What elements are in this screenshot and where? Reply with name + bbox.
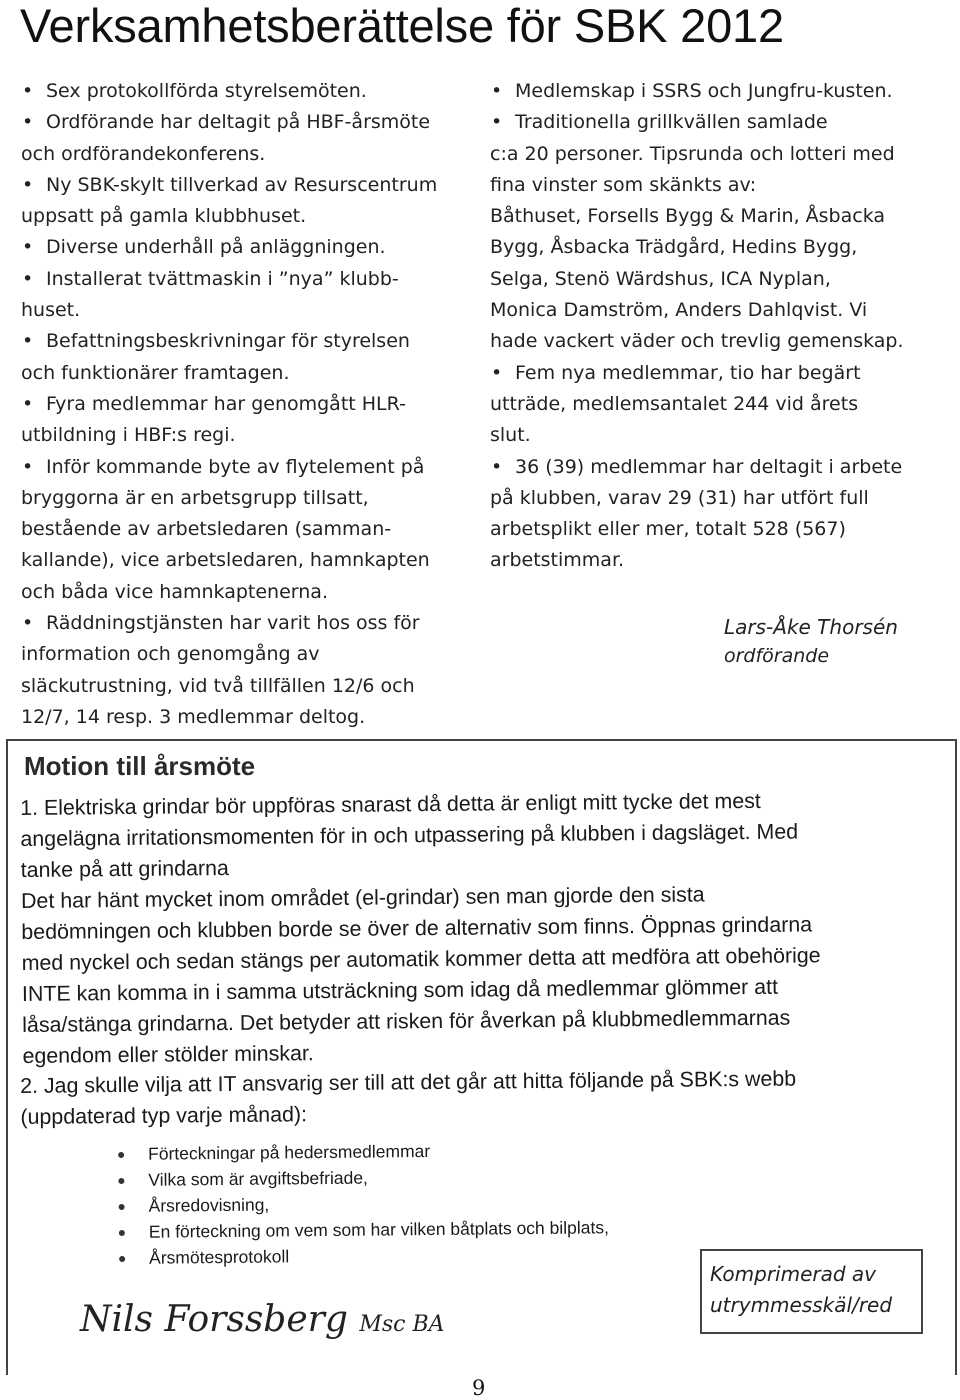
line-text: Fyra medlemmar har genomgått HLR- — [46, 392, 406, 415]
bullet-icon: • — [22, 330, 34, 353]
line-text: och ordförandekonferens. — [21, 142, 266, 165]
motion-line: Det har hänt mycket inom området (el-grindar) sen man gjorde den sista — [20, 882, 705, 913]
text-line — [490, 514, 952, 545]
bullet-icon: • — [22, 236, 34, 259]
text-line — [490, 358, 952, 389]
line-text: uppsatt på gamla klubbhuset. — [21, 205, 307, 228]
signature — [724, 612, 898, 670]
bullet-icon: • — [491, 80, 503, 102]
text-line — [21, 201, 479, 232]
text-line — [21, 452, 479, 483]
list-item — [119, 1240, 609, 1271]
list-item-text: Vilka som är avgiftsbefriade, — [148, 1167, 368, 1190]
bullet-dot-icon — [119, 1230, 125, 1236]
line-text: Traditionella grillkvällen samlade — [515, 111, 828, 134]
line-text: arbetsplikt eller mer, totalt 528 (567) — [490, 518, 846, 541]
bullet-icon: • — [22, 455, 34, 478]
text-line — [21, 139, 479, 170]
line-text: Båthuset, Forsells Bygg & Marin, Åsbacka — [490, 205, 886, 228]
line-text: arbetstimmar. — [490, 549, 625, 572]
right-column — [490, 76, 952, 577]
bullet-dot-icon — [119, 1204, 125, 1210]
motion-line: egendom eller stölder minskar. — [22, 1041, 314, 1068]
motion-line: tanke på att grindarna — [20, 855, 229, 882]
line-text: bestående av arbetsledaren (samman- — [21, 518, 392, 541]
bullet-icon: • — [22, 612, 34, 635]
bullet-dot-icon — [118, 1152, 124, 1158]
motion-paragraph-2 — [20, 1062, 946, 1133]
editor-note-line-1: Komprimerad av — [710, 1262, 877, 1286]
motion-line: angelägna irritationsmomenten för in och utpassering på klubben i dagsläget. Med — [20, 819, 799, 851]
author-degree: Msc BA — [359, 1312, 445, 1337]
motion-line: 2. Jag skulle vilja att IT ansvarig ser till att det går att hitta följande på SBK:s webb — [20, 1066, 797, 1098]
text-line — [21, 514, 479, 545]
text-line — [21, 358, 479, 389]
text-line — [490, 389, 952, 420]
line-text: utträde, medlemsantalet 244 vid årets — [490, 392, 859, 415]
text-line — [490, 420, 952, 451]
text-line — [21, 232, 479, 263]
line-text: huset. — [21, 299, 81, 322]
line-text: kallande), vice arbetsledaren, hamnkapten — [21, 549, 430, 572]
line-text: fina vinster som skänkts av: — [490, 173, 757, 196]
text-line — [21, 326, 479, 357]
text-line — [21, 608, 479, 639]
line-text: Fem nya medlemmar, tio har begärt — [515, 361, 861, 384]
line-text: information och genomgång av — [21, 643, 320, 666]
motion-paragraph-1 — [20, 784, 948, 1072]
left-column — [21, 76, 479, 733]
motion-author-signature — [80, 1299, 445, 1340]
bullet-icon: • — [491, 455, 503, 478]
list-item-text: Årsmötesprotokoll — [149, 1246, 290, 1268]
text-line — [21, 389, 479, 420]
text-line — [21, 420, 479, 451]
line-text: Befattningsbeskrivningar för styrelsen — [46, 330, 410, 353]
text-line — [490, 326, 952, 357]
text-line — [490, 264, 952, 295]
text-line — [490, 295, 952, 326]
list-item-text: En förteckning om vem som har vilken båtplats och bilplats, — [148, 1217, 610, 1242]
line-text: c:a 20 personer. Tipsrunda och lotteri med — [490, 142, 895, 165]
line-text: Installerat tvättmaskin i ”nya” klubb- — [46, 267, 399, 290]
line-text: på klubben, varav 29 (31) har utfört full — [490, 486, 869, 509]
text-line — [490, 483, 952, 514]
bullet-icon: • — [22, 173, 34, 196]
line-text: Ordförande har deltagit på HBF-årsmöte — [46, 111, 431, 134]
text-line — [490, 201, 952, 232]
list-item — [119, 1214, 609, 1245]
motion-list — [118, 1136, 609, 1271]
bullet-icon: • — [22, 111, 34, 134]
text-line — [490, 232, 952, 263]
text-line — [21, 545, 479, 576]
text-line — [490, 139, 952, 170]
bullet-icon: • — [22, 80, 34, 102]
line-text: Ny SBK-skylt tillverkad av Resurscentrum — [46, 173, 438, 196]
author-name: Nils Forssberg — [80, 1299, 348, 1340]
signature-name: Lars-Åke Thorsén — [724, 615, 898, 639]
page-title: Verksamhetsberättelse för SBK 2012 — [20, 0, 784, 52]
motion-line: med nyckel och sedan stängs per automatik kommer detta att medföra att obehörige — [21, 943, 821, 975]
line-text: slut. — [490, 424, 531, 447]
motion-title: Motion till årsmöte — [24, 751, 256, 781]
line-text: utbildning i HBF:s regi. — [21, 424, 236, 447]
line-text: och båda vice hamnkaptenerna. — [21, 580, 328, 603]
line-text: hade vackert väder och trevlig gemenskap. — [490, 330, 904, 353]
line-text: 36 (39) medlemmar har deltagit i arbete — [515, 455, 903, 478]
text-line — [21, 702, 479, 733]
line-text: 12/7, 14 resp. 3 medlemmar deltog. — [21, 705, 366, 728]
line-text: bryggorna är en arbetsgrupp tillsatt, — [21, 486, 369, 509]
text-line — [490, 170, 952, 201]
bullet-icon: • — [22, 267, 34, 290]
text-line — [21, 295, 479, 326]
line-text: Diverse underhåll på anläggningen. — [46, 236, 386, 259]
text-line — [490, 76, 952, 107]
text-line — [21, 76, 479, 107]
bullet-icon: • — [491, 111, 503, 134]
line-text: och funktionärer framtagen. — [21, 361, 290, 384]
text-line — [490, 452, 952, 483]
line-text: Inför kommande byte av flytelement på — [46, 455, 425, 478]
editor-note-box — [700, 1249, 923, 1334]
text-line — [21, 639, 479, 670]
motion-line: (uppdaterad typ varje månad): — [20, 1102, 308, 1129]
line-text: Bygg, Åsbacka Trädgård, Hedins Bygg, — [490, 236, 858, 259]
bullet-dot-icon — [118, 1178, 124, 1184]
text-line — [490, 107, 952, 138]
text-line — [21, 577, 479, 608]
motion-line: INTE kan komma in i samma utsträckning som idag då medlemmar glömmer att — [21, 974, 779, 1006]
text-line — [21, 264, 479, 295]
editor-note-line-2: utrymmesskäl/red — [710, 1293, 893, 1317]
line-text: Medlemskap i SSRS och Jungfru-kusten. — [515, 80, 893, 102]
motion-line: bedömningen och klubben borde se över de alternativ som finns. Öppnas grindarna — [21, 912, 813, 944]
list-item-text: Årsredovisning, — [148, 1194, 270, 1216]
signature-role: ordförande — [724, 645, 830, 667]
text-line — [490, 545, 952, 576]
text-line — [21, 107, 479, 138]
bullet-dot-icon — [119, 1256, 125, 1262]
bullet-icon: • — [22, 392, 34, 415]
line-text: Selga, Stenö Wärdshus, ICA Nyplan, — [490, 267, 831, 290]
list-item-text: Förteckningar på hedersmedlemmar — [148, 1141, 431, 1164]
text-line — [21, 170, 479, 201]
line-text: släckutrustning, vid två tillfällen 12/6 och — [21, 674, 415, 697]
motion-line: låsa/stänga grindarna. Det betyder att risken för åverkan på klubbmedlemmarnas — [22, 1005, 791, 1037]
text-line — [21, 483, 479, 514]
bullet-icon: • — [491, 361, 503, 384]
motion-line: 1. Elektriska grindar bör uppföras snarast då detta är enligt mitt tycke det mest — [20, 788, 761, 820]
line-text: Sex protokollförda styrelsemöten. — [46, 80, 367, 102]
line-text: Monica Damström, Anders Dahlqvist. Vi — [490, 299, 868, 322]
page-number: 9 — [472, 1376, 486, 1400]
text-line — [21, 671, 479, 702]
line-text: Räddningstjänsten har varit hos oss för — [46, 612, 420, 635]
